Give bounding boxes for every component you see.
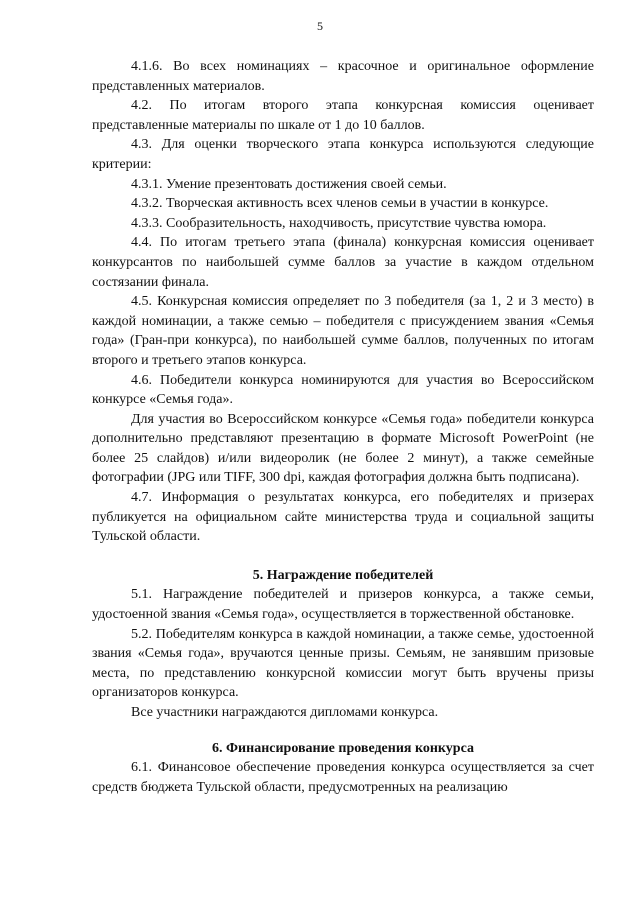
paragraph-5-2: 5.2. Победителям конкурса в каждой номинации, а также семье, удостоенной звания «Семья года», вручаются ценные призы. Семьям, не занявшим призовые места, по представлению конкурсной комиссии могут быть вручены призы организаторов конкурса. <box>92 626 594 701</box>
paragraph-4-5: 4.5. Конкурсная комиссия определяет по 3 победителя (за 1, 2 и 3 место) в каждой номинации, а также семью – победителя с присуждением звания «Семья года» (Гран-при конкурса), по наибольшей сумме баллов, полученных по итогам второго и третьего этапов конкурса. <box>92 294 594 368</box>
paragraph-4-7: 4.7. Информация о результатах конкурса, его победителях и призерах публикуется на официальном сайте министерства труда и социальной защиты Тульской области. <box>92 490 594 545</box>
paragraph-4-6: 4.6. Победители конкурса номинируются для участия во Всероссийском конкурсе «Семья года». <box>92 372 594 408</box>
section-spacer <box>92 723 594 739</box>
paragraph-4-2: 4.2. По итогам второго этапа конкурсная комиссия оценивает представленные материалы по шкале от 1 до 10 баллов. <box>92 98 594 133</box>
paragraph-4-3-2: 4.3.2. Творческая активность всех членов семьи в участии в конкурсе. <box>131 196 549 212</box>
page-number: 5 <box>317 19 323 33</box>
paragraph-all-russian-contest: Для участия во Всероссийском конкурсе «Семья года» победители конкурса дополнительно представляют презентацию в формате Microsoft PowerPoint (не более 25 слайдов) и/или видеоролик (не более 2 минут), а также семейные фотографии (JPG или TIFF, 300 dpi, каждая фотография должна быть подписана). <box>92 411 594 486</box>
section-5-heading: 5. Награждение победителей <box>252 567 434 583</box>
paragraph-4-4: 4.4. По итогам третьего этапа (финала) конкурсная комиссия оценивает конкурсантов по наибольшей сумме баллов за участие в каждом отдельном состязании финала. <box>92 235 594 290</box>
paragraph-all-participants: Все участники награждаются дипломами конкурса. <box>131 705 439 720</box>
document-body <box>92 57 594 797</box>
paragraph-5-1: 5.1. Награждение победителей и призеров конкурса, а также семьи, удостоенной звания «Семья года», осуществляется в торжественной обстановке. <box>92 587 594 623</box>
paragraph-4-3-1: 4.3.1. Умение презентовать достижения своей семьи. <box>131 176 447 192</box>
paragraph-4-3-3: 4.3.3. Сообразительность, находчивость, присутствие чувства юмора. <box>131 215 547 231</box>
section-spacer <box>92 547 594 566</box>
paragraph-4-1-6: 4.1.6. Во всех номинациях – красочное и оригинальное оформление представленных материалов. <box>92 59 594 94</box>
paragraph-6-1: 6.1. Финансовое обеспечение проведения конкурса осуществляется за счет средств бюджета Тульской области, предусмотренных на реализацию <box>92 760 594 795</box>
section-6-heading: 6. Финансирование проведения конкурса <box>212 740 474 756</box>
paragraph-4-3: 4.3. Для оценки творческого этапа конкурса используются следующие критерии: <box>92 137 594 172</box>
